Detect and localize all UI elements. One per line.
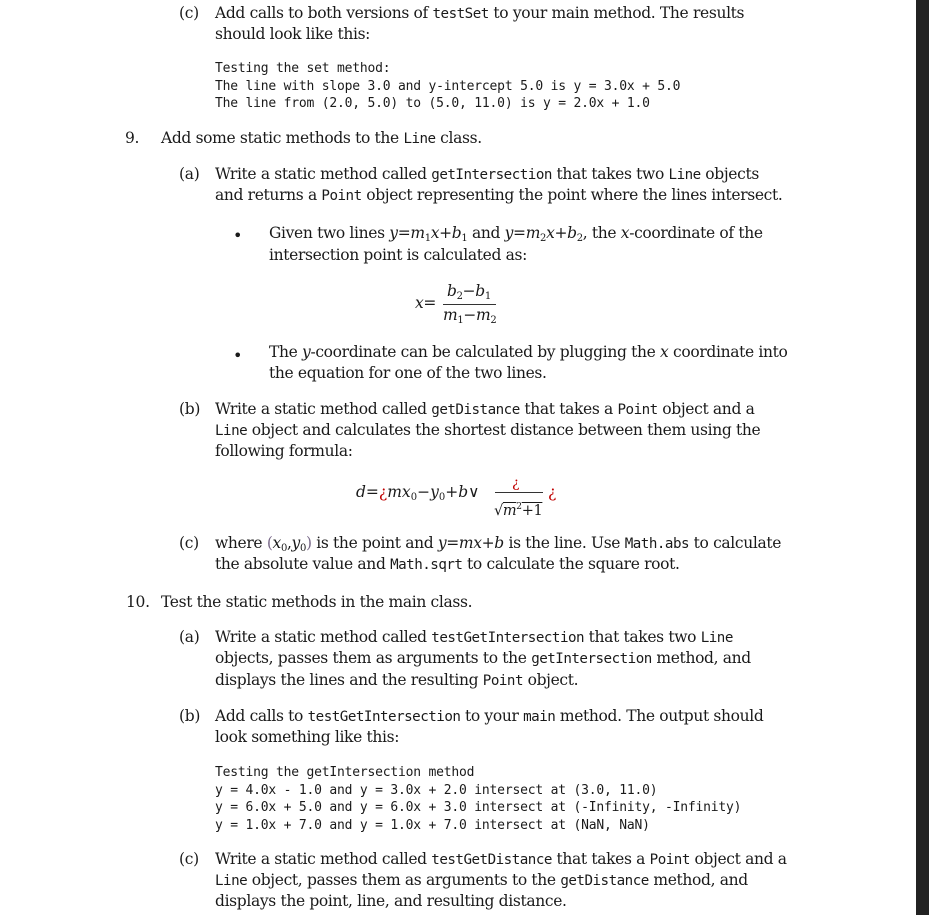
- item-9-heading: Add some static methods to the Line class.: [161, 129, 482, 147]
- set-output-line-3: The line from (2.0, 5.0) to (5.0, 11.0) is y = 2.0x + 1.0: [215, 96, 650, 111]
- bullet-2-line2: the equation for one of the two lines.: [269, 364, 547, 382]
- item-10b-label: (b): [179, 707, 201, 725]
- line-1-equation: $y=m_1x+b_1$: [389, 224, 468, 244]
- set-output-line-1: Testing the set method:: [215, 61, 391, 76]
- item-9c-label: (c): [179, 534, 199, 552]
- line-2-equation: $y=m_2x+b_2$: [504, 224, 583, 244]
- item-10c-line2: Line object, passes them as arguments to the getDistance method, and: [215, 871, 748, 889]
- item-9a-label: (a): [179, 165, 200, 183]
- item-8c-line2: should look like this:: [215, 25, 371, 43]
- item-10b-line2: look something like this:: [215, 728, 400, 746]
- distance-trailing-glyph: ¿: [548, 483, 556, 501]
- bullet-2: •: [233, 346, 243, 365]
- bullet-1-line1: Given two lines $y=m_1x+b_1$ and $y=m_2x+b_2$, the x-coordinate of the: [269, 224, 763, 244]
- item-10c-line3: displays the point, line, and resulting distance.: [215, 892, 567, 910]
- distance-fraction-bar: [495, 492, 543, 493]
- set-output-line-2: The line with slope 3.0 and y-intercept 5.0 is y = 3.0x + 5.0: [215, 78, 681, 94]
- code-testset: testSet: [432, 6, 489, 22]
- item-9c-line2: the absolute value and Math.sqrt to calculate the square root.: [215, 555, 680, 573]
- item-9c-line1: where $(x_0,y_0)$ is the point and y=mx+b is the line. Use Math.abs to calculate: [215, 534, 782, 554]
- item-9b-line3: following formula:: [215, 442, 353, 460]
- item-8c-label: (c): [179, 4, 199, 22]
- item-10-number: 10.: [126, 593, 150, 611]
- formula-x-lhs: x=: [415, 294, 437, 312]
- item-10-heading: Test the static methods in the main class.: [161, 593, 473, 611]
- formula-numerator: $b_2-b_1$: [447, 282, 491, 302]
- item-10a-line1: Write a static method called testGetIntersection that takes two Line: [215, 628, 733, 646]
- item-8c-line1: Add calls to both versions of testSet to your main method. The results: [215, 4, 745, 22]
- bullet-2-line1: The y-coordinate can be calculated by plugging the x coordinate into: [269, 343, 788, 361]
- item-10a-line2: objects, passes them as arguments to the getIntersection method, and: [215, 649, 751, 667]
- intersection-output-line-3: y = 6.0x + 5.0 and y = 6.0x + 3.0 intersect at (-Infinity, -Infinity): [215, 800, 742, 815]
- item-9a-line1: Write a static method called getIntersection that takes two Line objects: [215, 165, 759, 183]
- item-9b-label: (b): [179, 400, 201, 418]
- scrollbar[interactable]: [916, 0, 929, 915]
- bullet-1: •: [233, 226, 243, 245]
- item-10c-line1: Write a static method called testGetDistance that takes a Point object and a: [215, 850, 787, 868]
- distance-numerator-glyph: ¿: [512, 475, 520, 491]
- formula-denominator: $m_1-m_2$: [443, 306, 497, 326]
- item-9-number: 9.: [125, 129, 140, 147]
- item-9b-line2: Line object and calculates the shortest distance between them using the: [215, 421, 761, 439]
- intersection-output-line-4: y = 1.0x + 7.0 and y = 1.0x + 7.0 intersect at (NaN, NaN): [215, 817, 650, 833]
- item-9b-line1: Write a static method called getDistance that takes a Point object and a: [215, 400, 755, 418]
- bullet-1-line2: intersection point is calculated as:: [269, 246, 527, 264]
- intersection-output-line-1: Testing the getIntersection method: [215, 765, 475, 780]
- item-10a-line3: displays the lines and the resulting Point object.: [215, 671, 579, 689]
- point-notation: $(x_0,y_0)$: [266, 534, 312, 554]
- item-10b-line1: Add calls to testGetIntersection to your main method. The output should: [215, 707, 764, 725]
- item-9a-line2: and returns a Point object representing the point where the lines intersect.: [215, 186, 783, 204]
- item-10a-label: (a): [179, 628, 200, 646]
- distance-formula: $d=¿mx_0-y_0+b\vee$: [356, 483, 480, 503]
- item-10c-label: (c): [179, 850, 199, 868]
- distance-denominator: $√m^2+1$: [494, 502, 543, 519]
- intersection-output-line-2: y = 4.0x - 1.0 and y = 3.0x + 2.0 intersect at (3.0, 11.0): [215, 782, 658, 798]
